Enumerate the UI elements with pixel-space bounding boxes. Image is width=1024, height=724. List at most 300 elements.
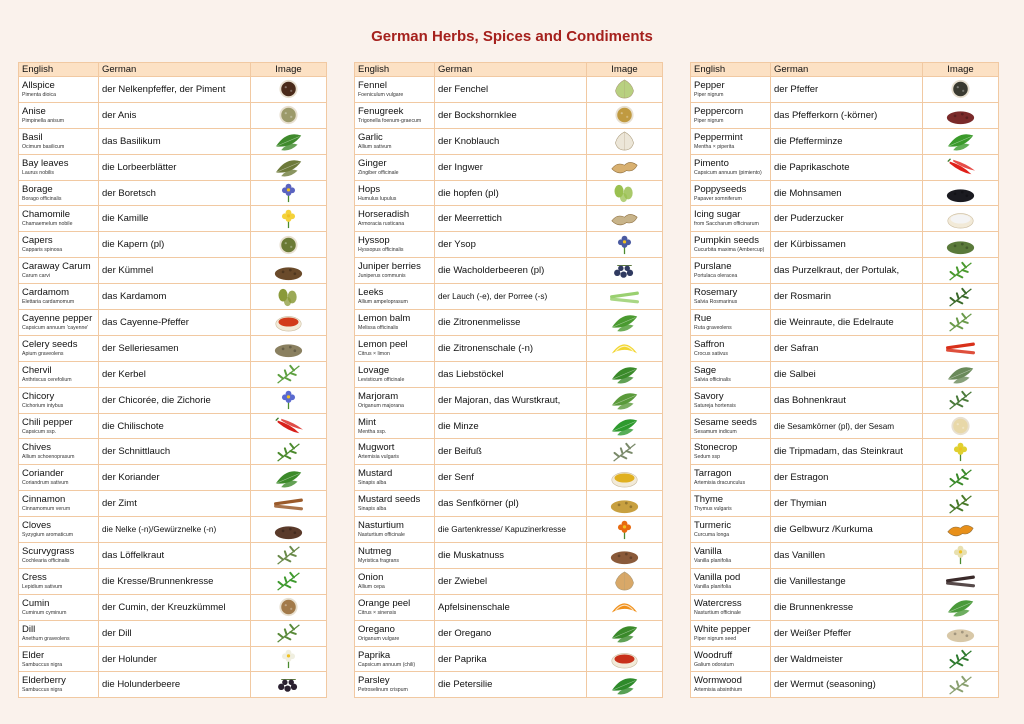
table-row: [691, 387, 999, 413]
german-name: der Estragon: [771, 465, 923, 491]
pods-icon: [254, 285, 323, 309]
german-name: das Löffelkraut: [99, 543, 251, 569]
image-cell: [923, 413, 999, 439]
english-name: Fenugreek: [358, 105, 404, 117]
sprig-icon: [926, 673, 995, 697]
table-row: [19, 620, 327, 646]
english-cell: [355, 206, 435, 232]
latin-name: Capsicum annuum (pimiento): [694, 169, 762, 176]
seeds-pile-icon: [590, 543, 659, 567]
table-row: [19, 465, 327, 491]
image-cell: [251, 646, 327, 672]
english-name: Hops: [358, 183, 381, 195]
latin-name: Allium cepa: [358, 583, 385, 590]
seeds-bowl-icon: [254, 233, 323, 257]
english-name: Bay leaves: [22, 157, 69, 169]
english-name: Chili pepper: [22, 416, 73, 428]
image-cell: [587, 154, 663, 180]
table-row: [691, 206, 999, 232]
english-name: Nasturtium: [358, 520, 404, 532]
table-row: [691, 620, 999, 646]
latin-name: Galium odoratum: [694, 661, 734, 668]
image-cell: [251, 465, 327, 491]
image-cell: [587, 361, 663, 387]
english-cell: [19, 672, 99, 698]
image-cell: [923, 154, 999, 180]
latin-name: Artemisia dracunculus: [694, 480, 746, 487]
image-cell: [923, 672, 999, 698]
english-name: Peppercorn: [694, 105, 744, 117]
image-cell: [251, 439, 327, 465]
table-row: [691, 335, 999, 361]
sticks-icon: [254, 492, 323, 516]
german-name: die Tripmadam, das Steinkraut: [771, 439, 923, 465]
english-name: Borage: [22, 183, 53, 195]
german-name: der Thymian: [771, 491, 923, 517]
english-name: Pimento: [694, 157, 729, 169]
english-cell: [19, 568, 99, 594]
image-cell: [251, 491, 327, 517]
latin-name: Capsicum ssp.: [22, 428, 57, 435]
english-cell: [691, 361, 771, 387]
english-cell: [691, 335, 771, 361]
image-cell: [587, 232, 663, 258]
leaf-icon: [590, 673, 659, 697]
latin-name: Citrus × limon: [358, 350, 390, 357]
flower-icon: [926, 440, 995, 464]
english-cell: [355, 465, 435, 491]
english-cell: [19, 206, 99, 232]
table-row: [355, 439, 663, 465]
table-row: [691, 491, 999, 517]
german-name: der Zimt: [99, 491, 251, 517]
german-name: der Knoblauch: [435, 128, 587, 154]
english-name: Savory: [694, 390, 724, 402]
table-row: [19, 672, 327, 698]
table-row: [355, 465, 663, 491]
sprig-icon: [254, 440, 323, 464]
english-name: Woodruff: [694, 649, 733, 661]
image-cell: [923, 439, 999, 465]
image-cell: [587, 102, 663, 128]
image-cell: [251, 258, 327, 284]
table-row: [355, 232, 663, 258]
table-row: [355, 568, 663, 594]
image-cell: [923, 491, 999, 517]
image-cell: [251, 672, 327, 698]
image-cell: [251, 154, 327, 180]
image-cell: [251, 180, 327, 206]
english-name: Scurvygrass: [22, 545, 75, 557]
sprig-icon: [926, 259, 995, 283]
english-name: Dill: [22, 623, 36, 635]
image-cell: [587, 594, 663, 620]
english-name: Fennel: [358, 79, 388, 91]
english-cell: [19, 258, 99, 284]
latin-name: Armoracia rusticana: [358, 221, 405, 228]
latin-name: Piper nigrum: [694, 117, 724, 124]
image-cell: [251, 206, 327, 232]
table-row: [691, 232, 999, 258]
table-row: [355, 335, 663, 361]
sprig-icon: [254, 569, 323, 593]
english-cell: [19, 180, 99, 206]
english-name: Capers: [22, 235, 53, 247]
table-row: [19, 387, 327, 413]
english-name: Orange peel: [358, 597, 411, 609]
german-name: die Zitronenschale (-n): [435, 335, 587, 361]
latin-name: Cinnamomum verum: [22, 506, 71, 513]
german-name: die Paprikaschote: [771, 154, 923, 180]
latin-name: Sedum ssp: [694, 454, 720, 461]
english-cell: [19, 335, 99, 361]
latin-name: Laurus nobilis: [22, 169, 55, 176]
flower-icon: [254, 207, 323, 231]
latin-name: Cochlearia officinalis: [22, 557, 70, 564]
latin-name: Hyssopus officinalis: [358, 247, 404, 254]
powder-bowl-icon: [254, 310, 323, 334]
latin-name: Artemisia absinthium: [694, 687, 743, 694]
english-cell: [691, 672, 771, 698]
sprig-icon: [926, 388, 995, 412]
image-cell: [251, 517, 327, 543]
sprig-icon: [926, 647, 995, 671]
image-cell: [587, 491, 663, 517]
image-cell: [251, 361, 327, 387]
german-name: der Weißer Pfeffer: [771, 620, 923, 646]
english-cell: [19, 439, 99, 465]
pepper-icon: [254, 414, 323, 438]
image-cell: [923, 646, 999, 672]
german-name: der Holunder: [99, 646, 251, 672]
table-row: [19, 128, 327, 154]
table-row: [19, 77, 327, 103]
table-row: [19, 154, 327, 180]
german-name: die Gelbwurz /Kurkuma: [771, 517, 923, 543]
leaf-icon: [926, 362, 995, 386]
bulb-icon: [590, 129, 659, 153]
english-name: Sesame seeds: [694, 416, 757, 428]
english-name: Watercress: [694, 597, 742, 609]
german-name: die Wacholderbeeren (pl): [435, 258, 587, 284]
table-row: [691, 439, 999, 465]
herbs-table-1: [18, 62, 327, 698]
english-name: Cinnamon: [22, 494, 66, 506]
english-name: Cumin: [22, 597, 50, 609]
english-cell: [19, 646, 99, 672]
seeds-pile-icon: [254, 259, 323, 283]
latin-name: Borago officinalis: [22, 195, 62, 202]
english-name: Vanilla: [694, 545, 722, 557]
sprig-icon: [926, 310, 995, 334]
latin-name: Portulaca oleracea: [694, 273, 738, 280]
image-cell: [923, 361, 999, 387]
english-name: Turmeric: [694, 520, 732, 532]
german-name: die Pfefferminze: [771, 128, 923, 154]
sticks-icon: [590, 285, 659, 309]
german-name: der Nelkenpfeffer, der Piment: [99, 77, 251, 103]
latin-name: Cucurbita maxima (Ambercup): [694, 247, 765, 254]
english-name: Onion: [358, 571, 384, 583]
english-cell: [691, 310, 771, 336]
english-cell: [19, 102, 99, 128]
image-cell: [923, 620, 999, 646]
header-english: English: [691, 63, 771, 77]
english-name: Mugwort: [358, 442, 395, 454]
english-cell: [691, 128, 771, 154]
powder-bowl-icon: [590, 466, 659, 490]
flower-icon: [926, 543, 995, 567]
leaf-icon: [254, 466, 323, 490]
german-name: die Lorbeerblätter: [99, 154, 251, 180]
flower-icon: [254, 181, 323, 205]
english-cell: [691, 594, 771, 620]
latin-name: Humulus lupulus: [358, 195, 397, 202]
german-name: der Schnittlauch: [99, 439, 251, 465]
image-cell: [251, 594, 327, 620]
german-name: der Fenchel: [435, 77, 587, 103]
table-row: [691, 543, 999, 569]
image-cell: [251, 568, 327, 594]
latin-name: Ruta graveolens: [694, 324, 732, 331]
english-name: Horseradish: [358, 209, 410, 221]
german-name: die Kresse/Brunnenkresse: [99, 568, 251, 594]
table-row: [355, 77, 663, 103]
table-row: [691, 517, 999, 543]
image-cell: [587, 439, 663, 465]
leaf-icon: [254, 129, 323, 153]
latin-name: Crocus sativus: [694, 350, 729, 357]
english-cell: [19, 77, 99, 103]
english-name: Sage: [694, 364, 717, 376]
english-cell: [691, 180, 771, 206]
image-cell: [251, 102, 327, 128]
latin-name: Papaver somniferum: [694, 195, 742, 202]
english-cell: [355, 568, 435, 594]
german-name: die Minze: [435, 413, 587, 439]
table-row: [355, 361, 663, 387]
english-cell: [691, 206, 771, 232]
latin-name: Salvia officinalis: [694, 376, 731, 383]
latin-name: Anethum graveolens: [22, 635, 70, 642]
image-cell: [251, 413, 327, 439]
image-cell: [251, 284, 327, 310]
table-row: [691, 102, 999, 128]
german-name: der Pfeffer: [771, 77, 923, 103]
image-cell: [923, 568, 999, 594]
table-row: [19, 543, 327, 569]
peel-icon: [590, 595, 659, 619]
sprig-icon: [926, 285, 995, 309]
latin-name: Piper nigrum: [694, 91, 724, 98]
flower-icon: [254, 647, 323, 671]
table-row: [19, 102, 327, 128]
latin-name: Vanilla planifolia: [694, 557, 732, 564]
image-cell: [587, 646, 663, 672]
table-row: [691, 77, 999, 103]
table-row: [19, 335, 327, 361]
seeds-pile-icon: [926, 233, 995, 257]
latin-name: Nasturtium officinale: [358, 532, 405, 539]
table-row: [355, 594, 663, 620]
english-name: Lemon balm: [358, 312, 411, 324]
image-cell: [587, 335, 663, 361]
english-name: Stonecrop: [694, 442, 738, 454]
latin-name: Lepidium sativum: [22, 583, 63, 590]
english-name: Pepper: [694, 79, 725, 91]
image-cell: [587, 258, 663, 284]
leaf-icon: [926, 595, 995, 619]
english-name: Mustard seeds: [358, 494, 421, 506]
english-cell: [355, 102, 435, 128]
english-cell: [691, 413, 771, 439]
table-row: [19, 232, 327, 258]
sprig-icon: [254, 543, 323, 567]
image-cell: [587, 465, 663, 491]
english-name: Purslane: [694, 261, 732, 273]
latin-name: Chamaemelum nobile: [22, 221, 73, 228]
leaf-icon: [590, 388, 659, 412]
english-name: Caraway Carum: [22, 261, 91, 273]
image-cell: [923, 180, 999, 206]
header-image: Image: [251, 63, 327, 77]
leaf-icon: [590, 414, 659, 438]
english-name: Lemon peel: [358, 338, 408, 350]
latin-name: Capsicum annuum 'cayenne': [22, 324, 89, 331]
german-name: das Vanillen: [771, 543, 923, 569]
table-row: [691, 361, 999, 387]
english-name: Ginger: [358, 157, 387, 169]
image-cell: [251, 543, 327, 569]
latin-name: Juniperus communis: [358, 273, 406, 280]
english-name: Cayenne pepper: [22, 312, 93, 324]
english-name: Icing sugar: [694, 209, 741, 221]
image-cell: [923, 465, 999, 491]
header-german: German: [435, 63, 587, 77]
english-name: Leeks: [358, 287, 384, 299]
table-row: [19, 646, 327, 672]
peel-icon: [590, 336, 659, 360]
english-cell: [19, 543, 99, 569]
latin-name: Origanum vulgare: [358, 635, 400, 642]
image-cell: [251, 310, 327, 336]
german-name: das Basilikum: [99, 128, 251, 154]
english-cell: [355, 646, 435, 672]
root-icon: [926, 518, 995, 542]
image-cell: [587, 387, 663, 413]
table-row: [355, 517, 663, 543]
german-name: der Boretsch: [99, 180, 251, 206]
image-cell: [587, 77, 663, 103]
german-name: die Kapern (pl): [99, 232, 251, 258]
latin-name: Zingiber officinale: [358, 169, 399, 176]
table-row: [355, 413, 663, 439]
latin-name: Syzygium aromaticum: [22, 532, 74, 539]
table-row: [355, 258, 663, 284]
english-cell: [355, 620, 435, 646]
english-name: Marjoram: [358, 390, 399, 402]
latin-name: Capparis spinosa: [22, 247, 63, 254]
seeds-pile-icon: [926, 621, 995, 645]
table-row: [355, 102, 663, 128]
table-row: [355, 128, 663, 154]
image-cell: [923, 77, 999, 103]
table-row: [355, 154, 663, 180]
latin-name: Artemisia vulgaris: [358, 454, 399, 461]
latin-name: Carum carvi: [22, 273, 50, 280]
leaf-icon: [590, 310, 659, 334]
english-name: Saffron: [694, 338, 725, 350]
image-cell: [587, 310, 663, 336]
english-name: Wormwood: [694, 675, 742, 687]
image-cell: [923, 594, 999, 620]
english-cell: [355, 387, 435, 413]
table-row: [19, 517, 327, 543]
latin-name: Pimenta dioica: [22, 91, 57, 98]
image-cell: [923, 517, 999, 543]
english-name: Paprika: [358, 649, 391, 661]
german-name: die Zitronenmelisse: [435, 310, 587, 336]
german-name: der Senf: [435, 465, 587, 491]
german-name: der Puderzucker: [771, 206, 923, 232]
root-icon: [590, 155, 659, 179]
german-name: die Petersilie: [435, 672, 587, 698]
german-name: der Kümmel: [99, 258, 251, 284]
english-cell: [691, 517, 771, 543]
header-image: Image: [923, 63, 999, 77]
english-cell: [691, 102, 771, 128]
english-cell: [355, 335, 435, 361]
german-name: der Kerbel: [99, 361, 251, 387]
table-row: [691, 465, 999, 491]
english-cell: [19, 387, 99, 413]
header-english: English: [355, 63, 435, 77]
english-cell: [691, 465, 771, 491]
latin-name: Sambuccus nigra: [22, 661, 63, 668]
english-cell: [355, 310, 435, 336]
german-name: der Chicorée, die Zichorie: [99, 387, 251, 413]
german-name: der Kürbissamen: [771, 232, 923, 258]
sticks-icon: [926, 336, 995, 360]
english-name: Chervil: [22, 364, 52, 376]
image-cell: [587, 517, 663, 543]
table-row: [19, 491, 327, 517]
leaf-icon: [590, 362, 659, 386]
german-name: der Paprika: [435, 646, 587, 672]
image-cell: [923, 335, 999, 361]
powder-bowl-icon: [590, 647, 659, 671]
header-english: English: [19, 63, 99, 77]
english-name: Basil: [22, 131, 43, 143]
german-name: der Ingwer: [435, 154, 587, 180]
english-cell: [355, 361, 435, 387]
german-name: der Zwiebel: [435, 568, 587, 594]
seeds-pile-icon: [254, 336, 323, 360]
image-cell: [251, 620, 327, 646]
english-cell: [355, 258, 435, 284]
german-name: der Bockshornklee: [435, 102, 587, 128]
german-name: das Kardamom: [99, 284, 251, 310]
german-name: das Purzelkraut, der Portulak,: [771, 258, 923, 284]
german-name: das Liebstöckel: [435, 361, 587, 387]
german-name: Apfelsinenschale: [435, 594, 587, 620]
german-name: der Beifuß: [435, 439, 587, 465]
image-cell: [923, 258, 999, 284]
english-name: Mustard: [358, 468, 393, 480]
table-row: [355, 672, 663, 698]
image-cell: [587, 620, 663, 646]
table-row: [355, 646, 663, 672]
